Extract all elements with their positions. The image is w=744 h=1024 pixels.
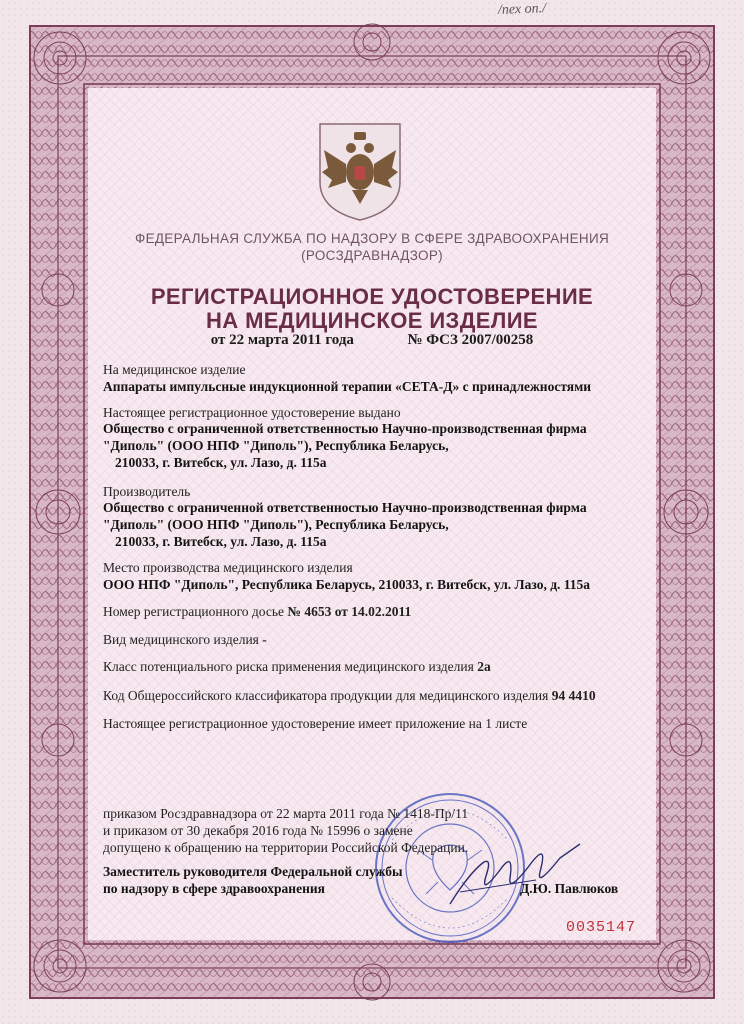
signatory-title-line1: Заместитель руководителя Федеральной службы (103, 864, 403, 879)
certificate-dateline (90, 332, 654, 349)
issued-to-line2: "Диполь" (ООО НПФ "Диполь"), Республика Беларусь, (103, 438, 449, 453)
kind-value: - (262, 632, 267, 647)
order-line2: и приказом от 30 декабря 2016 года № 15996 о замене (103, 823, 413, 838)
agency-name: ФЕДЕРАЛЬНАЯ СЛУЖБА ПО НАДЗОРУ В СФЕРЕ ЗДРАВООХРАНЕНИЯ (135, 231, 609, 246)
okp-code-row (103, 688, 596, 704)
risk-class-row (103, 659, 491, 675)
manufacturer-line2: "Диполь" (ООО НПФ "Диполь"), Республика Беларусь, (103, 517, 449, 532)
okp-code-value: 94 4410 (551, 688, 596, 703)
dossier-row (103, 604, 411, 620)
signatory-name: Д.Ю. Павлюков (520, 881, 619, 896)
agency-abbreviation: (РОСЗДРАВНАДЗОР) (301, 248, 443, 263)
risk-class-label: Класс потенциального риска применения медицинского изделия (103, 659, 478, 674)
order-line3: допущено к обращению на территории Российской Федерации. (103, 840, 469, 855)
dossier-value: № 4653 от 14.02.2011 (287, 604, 412, 619)
certificate-number: № ФСЗ 2007/00258 (407, 332, 534, 348)
risk-class-value: 2а (477, 659, 491, 674)
dossier-label: Номер регистрационного досье (103, 604, 288, 619)
device-label: На медицинское изделие (103, 362, 246, 377)
manufacturer-line3: 210033, г. Витебск, ул. Лазо, д. 115а (115, 534, 327, 549)
issued-to-line1: Общество с ограниченной ответственностью Научно-производственная фирма (103, 421, 587, 436)
device-name: Аппараты импульсные индукционной терапии «СЕТА-Д» с принадлежностями (103, 379, 592, 394)
production-site-value: ООО НПФ "Диполь", Республика Беларусь, 210033, г. Витебск, ул. Лазо, д. 115а (103, 577, 591, 592)
okp-code-label: Код Общероссийского классификатора продукции для медицинского изделия (103, 688, 552, 703)
issued-to-line3: 210033, г. Витебск, ул. Лазо, д. 115а (115, 455, 327, 470)
kind-row (103, 632, 267, 648)
manufacturer-line1: Общество с ограниченной ответственностью Научно-производственная фирма (103, 500, 587, 515)
signatory-title-line2: по надзору в сфере здравоохранения (103, 881, 325, 896)
kind-label: Вид медицинского изделия (103, 632, 263, 647)
issued-to-label: Настоящее регистрационное удостоверение выдано (103, 405, 401, 420)
order-line1: приказом Росздравнадзора от 22 марта 2011 года № 1418-Пр/11 (103, 806, 469, 821)
production-site-label: Место производства медицинского изделия (103, 560, 353, 575)
serial-number: 0035147 (566, 919, 637, 936)
manufacturer-label: Производитель (103, 484, 191, 499)
certificate-date: от 22 марта 2011 года (210, 332, 354, 348)
coat-of-arms-emblem (314, 120, 406, 222)
appendix-note: Настоящее регистрационное удостоверение имеет приложение на 1 листе (103, 716, 528, 731)
certificate-title-line1: РЕГИСТРАЦИОННОЕ УДОСТОВЕРЕНИЕ (150, 284, 594, 309)
handwritten-note: /пех оп./ (497, 1, 547, 18)
certificate-title-line2: НА МЕДИЦИНСКОЕ ИЗДЕЛИЕ (205, 308, 539, 333)
